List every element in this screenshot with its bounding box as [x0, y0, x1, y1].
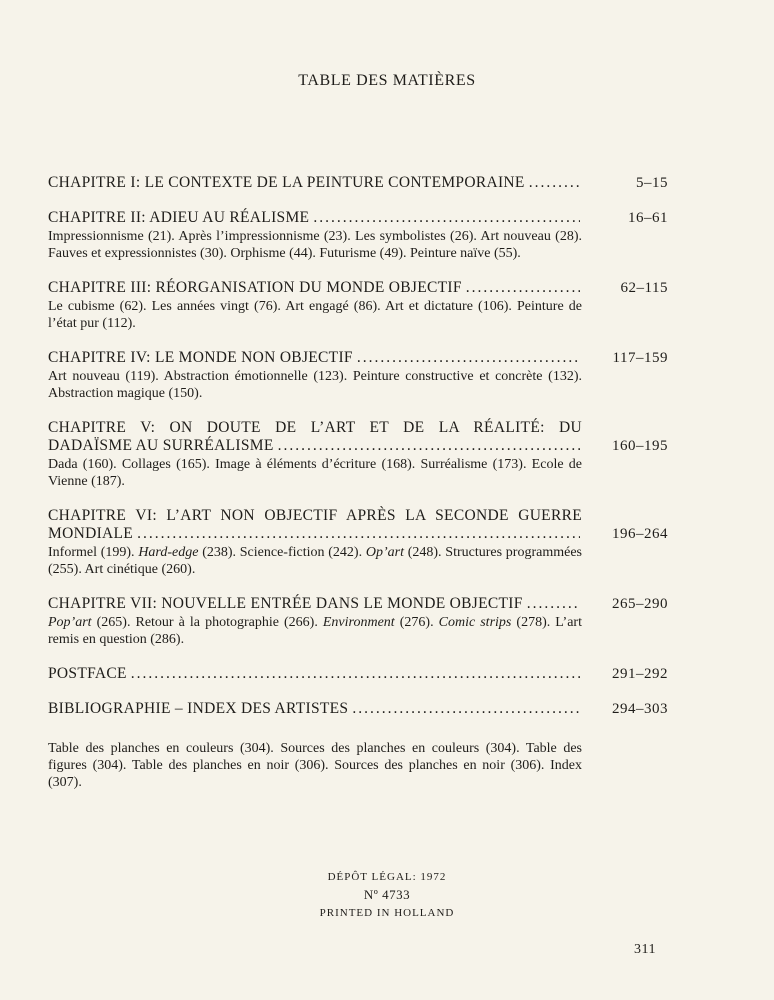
- toc-entry-title-line1: CHAPITRE VI: L’ART NON OBJECTIF APRÈS LA SECONDE GUERRE: [48, 507, 582, 524]
- dot-leader: [529, 174, 580, 192]
- toc-entry-line: [48, 437, 668, 455]
- toc-entry: [48, 174, 668, 192]
- italic-term: Pop’art: [48, 615, 92, 630]
- toc-entry-line: [48, 279, 668, 297]
- page-number: 311: [634, 942, 656, 957]
- toc-entry-description: [48, 456, 582, 490]
- page-title: TABLE DES MATIÈRES: [298, 72, 476, 89]
- toc-entry-description: [48, 368, 582, 402]
- description-text: (248). Structures programmées (255). Art cinétique (260).: [48, 545, 582, 577]
- toc-entry-pages: 16–61: [628, 210, 668, 226]
- dot-leader: [131, 665, 580, 683]
- description-text: (278). L’art remis en question (286).: [48, 615, 582, 647]
- appendix-list: Table des planches en couleurs (304). Sources des planches en couleurs (304). Table des figures (304). Table des planches en noir (306). Sources des planches en noir (306). Index (307).: [48, 741, 582, 790]
- toc-entry-title: MONDIALE: [48, 525, 134, 542]
- edition-number: Nº 4733: [363, 887, 411, 902]
- description-text: Impressionnisme (21). Après l’impressionnisme (23). Les symbolistes (26). Art nouveau (28). Fauves et expressionnistes (30). Orphisme (44). Futurisme (49). Peinture naïve (55).: [48, 229, 582, 261]
- description-text: Art nouveau (119). Abstraction émotionnelle (123). Peinture constructive et concrète (132). Abstraction magique (150).: [48, 369, 582, 401]
- toc-entry-pages: 117–159: [612, 350, 668, 366]
- dot-leader: [466, 279, 580, 297]
- toc-entry-title: CHAPITRE III: RÉORGANISATION DU MONDE OBJECTIF: [48, 279, 462, 296]
- dot-leader: [313, 209, 580, 227]
- toc-entry: [48, 700, 668, 718]
- italic-term: Comic strips: [438, 615, 512, 630]
- italic-term: Environment: [322, 615, 395, 630]
- toc-entry: [48, 507, 668, 578]
- description-text: Dada (160). Collages (165). Image à éléments d’écriture (168). Surréalisme (173). Ecole de Vienne (187).: [48, 457, 582, 489]
- dot-leader: [278, 437, 580, 455]
- dot-leader: [137, 525, 580, 543]
- dot-leader: [352, 700, 580, 718]
- italic-term: Hard-edge: [138, 545, 199, 560]
- toc-entry-title: CHAPITRE II: ADIEU AU RÉALISME: [48, 209, 310, 226]
- toc-entry: [48, 419, 668, 490]
- description-text: Le cubisme (62). Les années vingt (76). Art engagé (86). Art et dictature (106). Peinture de l’état pur (112).: [48, 299, 582, 331]
- toc-entry-pages: 5–15: [636, 175, 668, 191]
- toc-entry-line: [48, 349, 668, 367]
- toc-entry-description: [48, 544, 582, 578]
- toc-entry-line: [48, 700, 668, 718]
- toc-entry-pages: 160–195: [612, 438, 668, 454]
- toc-entry-title: CHAPITRE IV: LE MONDE NON OBJECTIF: [48, 349, 353, 366]
- toc-entry-line: [48, 209, 668, 227]
- toc-entry: [48, 595, 668, 648]
- toc-entry-description: [48, 298, 582, 332]
- toc-entry-title: BIBLIOGRAPHIE – INDEX DES ARTISTES: [48, 700, 349, 717]
- description-text: Informel (199).: [48, 545, 139, 560]
- description-text: (238). Science-fiction (242).: [198, 545, 366, 560]
- italic-term: Op’art: [365, 545, 404, 560]
- colophon: [0, 868, 774, 922]
- toc-entry-description: [48, 614, 582, 648]
- toc-entry-line: [48, 174, 668, 192]
- toc-entry-pages: 265–290: [612, 596, 668, 612]
- toc-entry: [48, 349, 668, 402]
- toc-entry-title: CHAPITRE I: LE CONTEXTE DE LA PEINTURE CONTEMPORAINE: [48, 174, 525, 191]
- toc-entry: [48, 209, 668, 262]
- depot-legal: DÉPÔT LÉGAL: 1972: [327, 871, 447, 883]
- toc-entry-pages: 196–264: [612, 526, 668, 542]
- toc-entry-pages: 294–303: [612, 701, 668, 717]
- printed-note: PRINTED IN HOLLAND: [319, 907, 455, 919]
- dot-leader: [357, 349, 580, 367]
- toc-entry-line: [48, 665, 668, 683]
- description-text: (265). Retour à la photographie (266).: [91, 615, 323, 630]
- toc-entry-line: [48, 595, 668, 613]
- toc-entry-pages: 62–115: [620, 280, 668, 296]
- toc-entry: [48, 279, 668, 332]
- toc-entry-title: DADAÏSME AU SURRÉALISME: [48, 437, 274, 454]
- toc-entry-title-line1: CHAPITRE V: ON DOUTE DE L’ART ET DE LA RÉALITÉ: DU: [48, 419, 582, 436]
- description-text: (276).: [394, 615, 439, 630]
- table-of-contents: [48, 174, 668, 791]
- toc-entry-title: POSTFACE: [48, 665, 127, 682]
- toc-entry-pages: 291–292: [612, 666, 668, 682]
- toc-entry: [48, 665, 668, 683]
- dot-leader: [527, 595, 580, 613]
- toc-entry-description: [48, 228, 582, 262]
- toc-entry-line: [48, 525, 668, 543]
- toc-entry-title: CHAPITRE VII: NOUVELLE ENTRÉE DANS LE MONDE OBJECTIF: [48, 595, 523, 612]
